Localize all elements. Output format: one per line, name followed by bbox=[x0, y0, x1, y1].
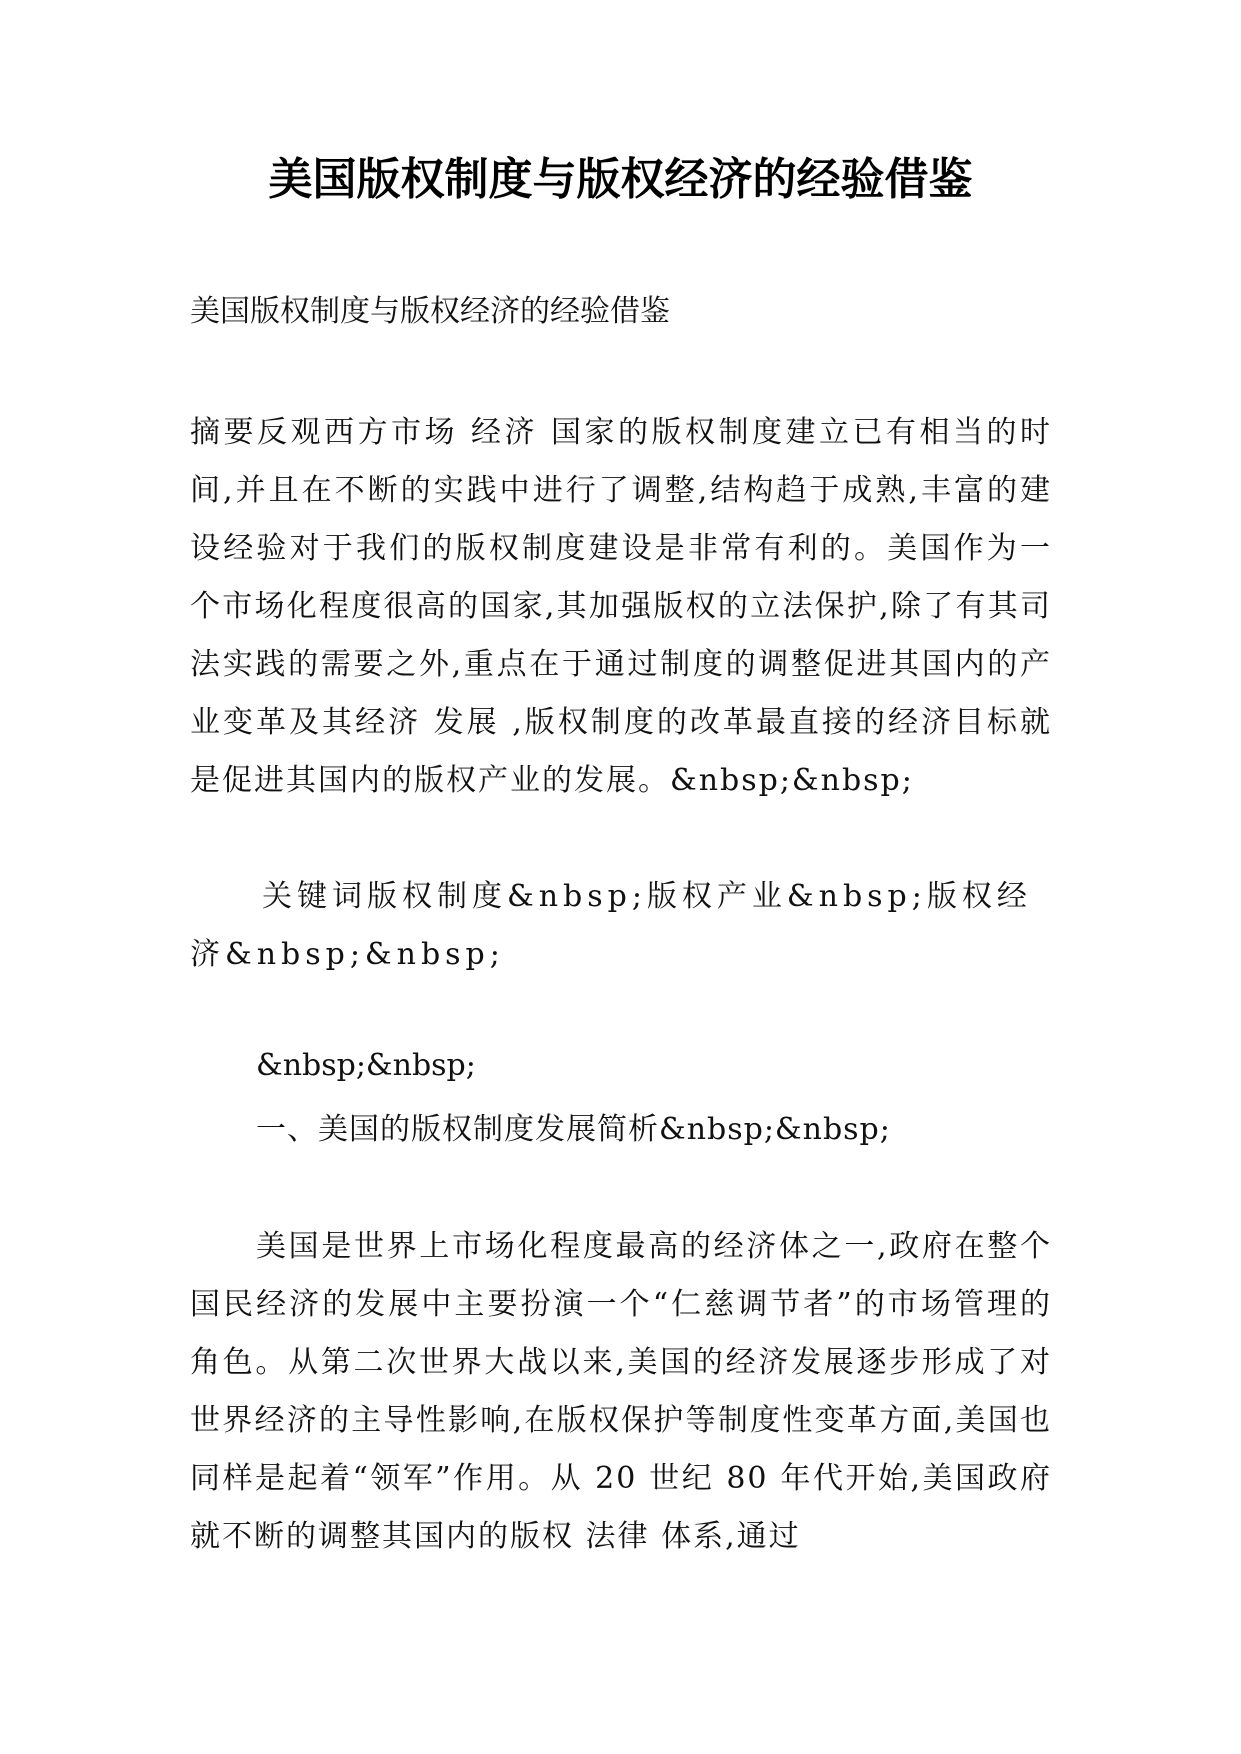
keywords-paragraph: 关键词版权制度&nbsp;版权产业&nbsp;版权经济&nbsp;&nbsp; bbox=[190, 879, 1032, 972]
section-heading: 一、美国的版权制度发展简析&nbsp;&nbsp; bbox=[256, 1112, 891, 1147]
body-paragraph: 美国是世界上市场化程度最高的经济体之一,政府在整个国民经济的发展中主要扮演一个“仁慈调节者”的市场管理的角色。从第二次世界大战以来,美国的经济发展逐步形成了对世界经济的主导性影响,在版权保护等制度性变革方面,美国也同样是起着“领军”作用。从 20 世纪 80 年代开始,美国政府就不断的调整其国内的版权 法律 体系,通过 bbox=[190, 1229, 1052, 1554]
spacer-line: &nbsp;&nbsp; bbox=[256, 1048, 476, 1083]
document-title: 美国版权制度与版权经济的经验借鉴 bbox=[268, 154, 973, 205]
document-subtitle: 美国版权制度与版权经济的经验借鉴 bbox=[190, 294, 670, 329]
abstract-paragraph: 摘要反观西方市场 经济 国家的版权制度建立已有相当的时间,并且在不断的实践中进行了调整,结构趋于成熟,丰富的建设经验对于我们的版权制度建设是非常有利的。美国作为一个市场化程度很高的国家,其加强版权的立法保护,除了有其司法实践的需要之外,重点在于通过制度的调整促进其国内的产业变革及其经济 发展 ,版权制度的改革最直接的经济目标就是促进其国内的版权产业的发展。&nbsp;&nbsp; bbox=[190, 415, 1052, 798]
